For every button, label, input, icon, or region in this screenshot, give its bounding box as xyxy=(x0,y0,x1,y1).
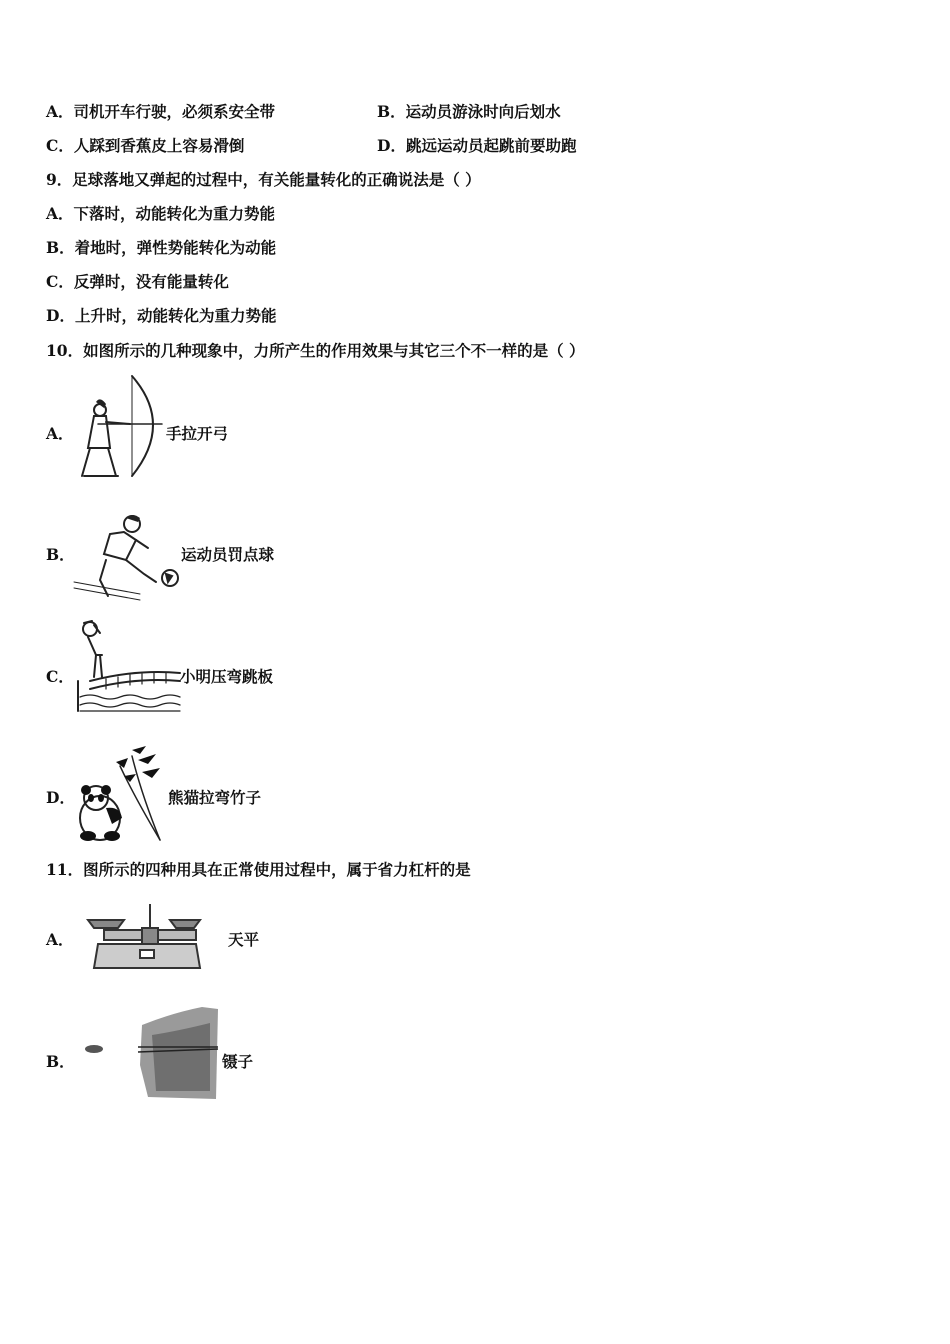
q10-option-d-caption: 熊猫拉弯竹子 xyxy=(168,788,262,807)
q11-stem: 11．图所示的四种用具在正常使用过程中，属于省力杠杆的是 xyxy=(46,860,471,879)
q10-stem: 10．如图所示的几种现象中，力所产生的作用效果与其它三个不一样的是（ ） xyxy=(46,341,585,360)
q9-option-d: D．上升时，动能转化为重力势能 xyxy=(46,306,277,325)
q10-option-a-caption: 手拉开弓 xyxy=(166,424,229,443)
q10-option-d-letter: D． xyxy=(46,788,75,807)
q9-option-c: C．反弹时，没有能量转化 xyxy=(46,272,229,291)
tweezers-figure xyxy=(82,1005,222,1099)
q11-option-a-letter: A． xyxy=(46,930,74,949)
q11-option-b-letter: B． xyxy=(46,1052,75,1071)
q8-option-a: A．司机开车行驶，必须系安全带 xyxy=(46,102,276,121)
balance-scale-figure xyxy=(84,902,204,972)
q9-option-a: A．下落时，动能转化为重力势能 xyxy=(46,204,276,223)
q11-option-b-caption: 镊子 xyxy=(222,1052,254,1071)
q8-option-c: C．人踩到香蕉皮上容易滑倒 xyxy=(46,136,245,155)
archer-figure xyxy=(74,372,166,480)
q9-option-b: B．着地时，弹性势能转化为动能 xyxy=(46,238,277,257)
q10-option-b-caption: 运动员罚点球 xyxy=(181,545,275,564)
q10-option-c-letter: C． xyxy=(46,667,74,686)
panda-bamboo-figure xyxy=(76,746,168,846)
q9-stem: 9．足球落地又弹起的过程中，有关能量转化的正确说法是（ ） xyxy=(46,170,481,189)
q10-option-c-caption: 小明压弯跳板 xyxy=(180,667,274,686)
q10-option-b-letter: B． xyxy=(46,545,75,564)
q8-option-d: D．跳远运动员起跳前要助跑 xyxy=(377,136,577,155)
q11-option-a-caption: 天平 xyxy=(228,930,260,949)
q8-option-b: B．运动员游泳时向后划水 xyxy=(377,102,561,121)
q10-option-a-letter: A． xyxy=(46,424,74,443)
kicker-figure xyxy=(70,510,186,602)
diving-board-figure xyxy=(76,615,182,715)
